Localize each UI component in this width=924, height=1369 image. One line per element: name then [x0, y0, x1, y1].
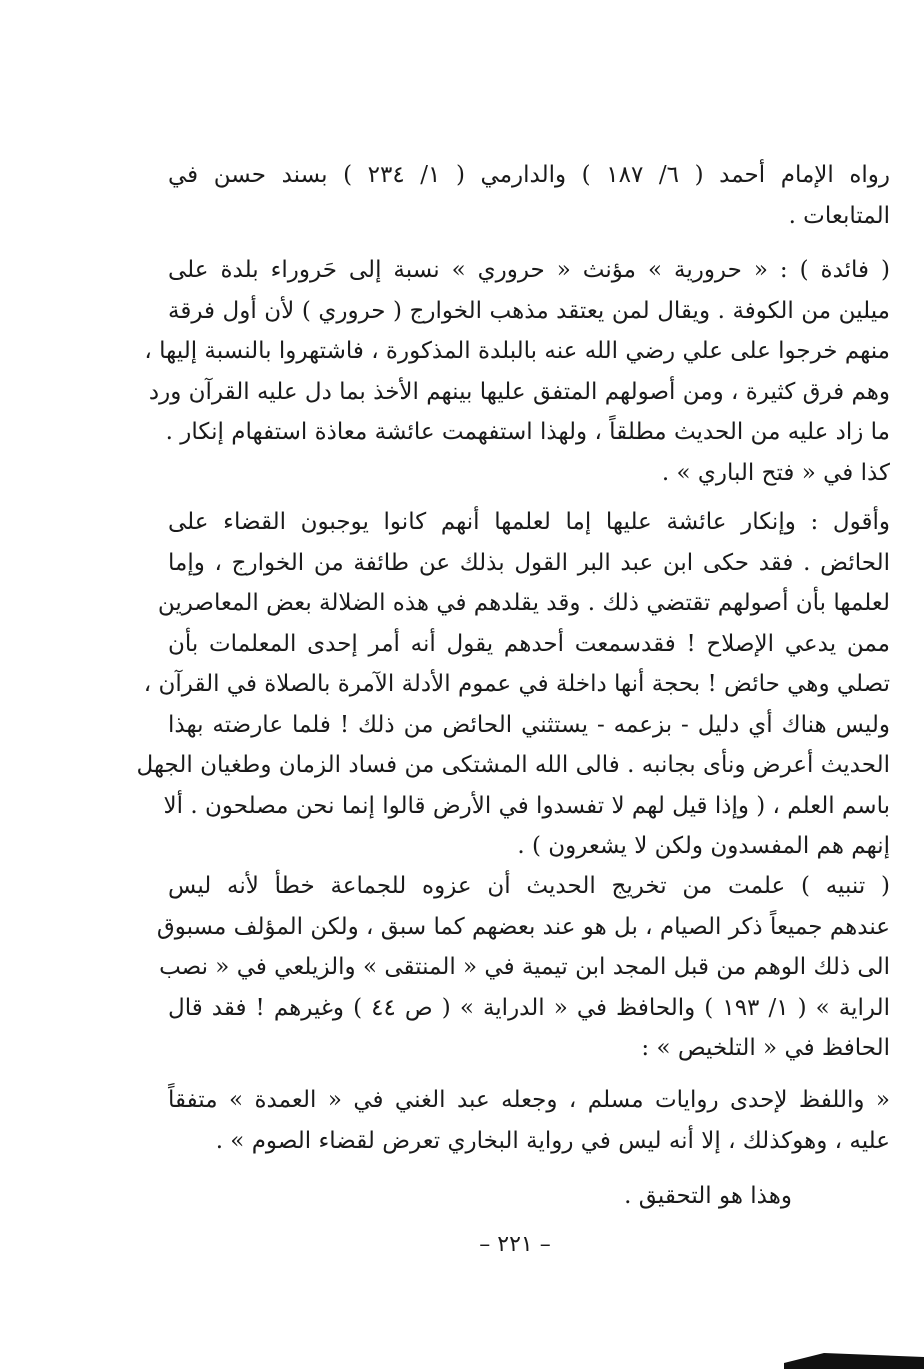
paragraph-3 — [136, 502, 890, 867]
text-line: وهم فرق كثيرة ، ومن أصولهم المتفق عليها بينهم الأخذ بما دل عليه القرآن ورد — [148, 378, 890, 405]
text-line: الحافظ في « التلخيص » : — [641, 1035, 890, 1061]
text-line: عليه ، وهوكذلك ، إلا أنه ليس في رواية البخاري تعرض لقضاء الصوم » . — [215, 1127, 890, 1154]
text-line: ممن يدعي الإصلاح ! فقدسمعت أحدهم يقول أنه أمر إحدى المعلمات بأن — [168, 630, 890, 657]
text-line: ميلين من الكوفة . ويقال لمن يعتقد مذهب الخوارج ( حروري ) لأن أول فرقة — [168, 297, 890, 324]
text-line: الحديث أعرض ونأى بجانبه . فالى الله المشتكى من فساد الزمان وطغيان الجهل — [136, 752, 890, 778]
paragraph-4 — [156, 866, 891, 1069]
text-line: وهذا هو التحقيق . — [624, 1183, 792, 1209]
text-line: كذا في « فتح الباري » . — [661, 459, 890, 486]
text-line: وليس هناك أي دليل - بزعمه - يستثني الحائض من ذلك ! فلما عارضته بهذا — [168, 711, 890, 738]
text-line: ( تنبيه ) علمت من تخريج الحديث أن عزوه للجماعة خطأ لأنه ليس — [168, 873, 890, 899]
text-line: « واللفظ لإحدى روايات مسلم ، وجعله عبد الغني في « العمدة » متفقاً — [168, 1087, 890, 1113]
text-line: الى ذلك الوهم من قبل المجد ابن تيمية في « المنتقى » والزيلعي في « نصب — [159, 954, 890, 980]
text-line: لعلمها بأن أصولهم تقتضي ذلك . وقد يقلدهم في هذه الضلالة بعض المعاصرين — [157, 590, 890, 616]
scan-edge-mark — [784, 1347, 924, 1369]
text-line: باسم العلم ، ( وإذا قيل لهم لا تفسدوا في الأرض قالوا إنما نحن مصلحون . ألا — [163, 792, 890, 819]
paragraph-1 — [168, 155, 890, 236]
text-line: وأقول : وإنكار عائشة عليها إما لعلمها أنهم كانوا يوجبون القضاء على — [168, 509, 890, 535]
paragraph-6 — [168, 1176, 890, 1217]
text-line: تصلي وهي حائض ! بحجة أنها داخلة في عموم الأدلة الآمرة بالصلاة في القرآن ، — [143, 671, 890, 697]
paragraph-2 — [144, 250, 890, 493]
text-line: الحائض . فقد حكى ابن عبد البر القول بذلك عن طائفة من الخوارج ، وإما — [168, 549, 890, 576]
text-line: المتابعات . — [788, 202, 890, 229]
paragraph-5 — [168, 1080, 890, 1161]
text-line: الراية » ( ١/ ١٩٣ ) والحافظ في « الدراية » ( ص ٤٤ ) وغيرهم ! فقد قال — [168, 994, 891, 1021]
text-line: عندهم جميعاً ذكر الصيام ، بل هو عند بعضهم كما سبق ، ولكن المؤلف مسبوق — [156, 913, 890, 940]
text-line: ( فائدة ) : « حرورية » مؤنث « حروري » نسبة إلى حَروراء بلدة على — [168, 257, 890, 283]
text-line: ما زاد عليه من الحديث مطلقاً ، ولهذا استفهمت عائشة معاذة استفهام إنكار . — [165, 419, 890, 445]
text-line: منهم خرجوا على علي رضي الله عنه بالبلدة المذكورة ، فاشتهروا بالنسبة إليها ، — [144, 338, 890, 364]
page-number: – ٢٢١ – — [479, 1232, 551, 1257]
text-line: رواه الإمام أحمد ( ٦/ ١٨٧ ) والدارمي ( ١/ ٢٣٤ ) بسند حسن في — [168, 162, 891, 188]
text-line: إنهم هم المفسدون ولكن لا يشعرون ) . — [517, 833, 890, 859]
